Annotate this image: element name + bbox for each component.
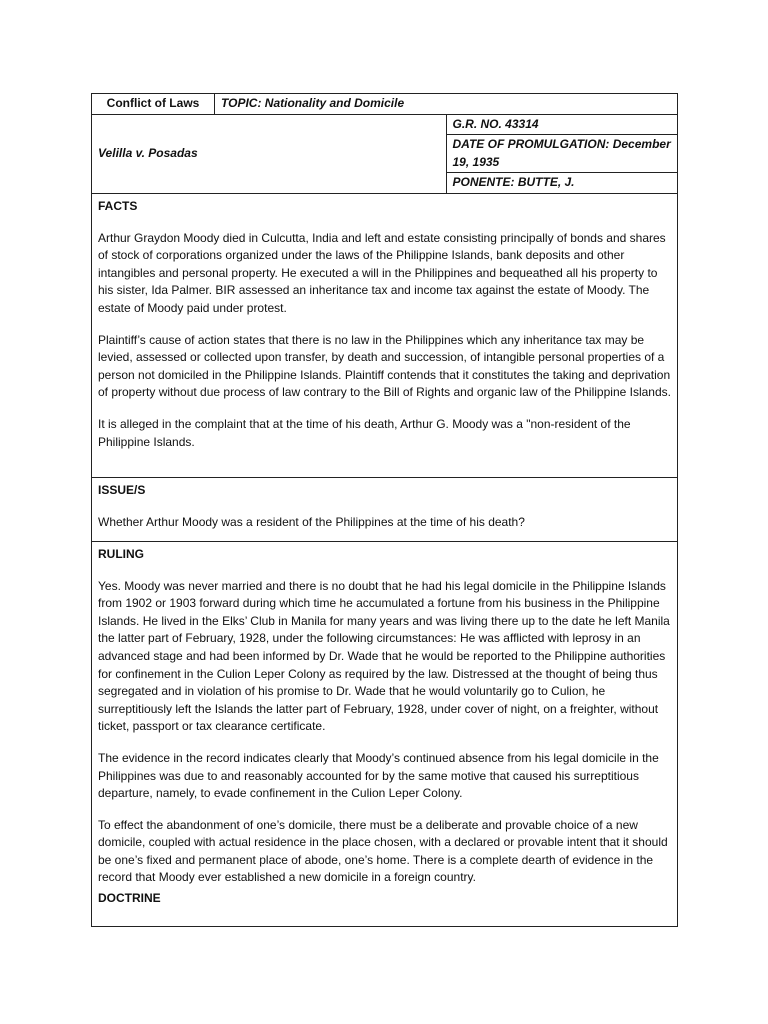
case-title-cell: Velilla v. Posadas [92, 114, 447, 193]
spacer [98, 803, 671, 817]
ponente-cell: PONENTE: BUTTE, J. [446, 173, 678, 194]
spacer [98, 564, 671, 578]
subject-cell: Conflict of Laws [92, 94, 215, 115]
issue-heading: ISSUE/S [98, 482, 146, 497]
subject-row [92, 94, 678, 115]
issue-section [92, 477, 678, 541]
case-digest-table [91, 93, 678, 927]
issue-text: Whether Arthur Moody was a resident of the Philippines at the time of his death? [98, 514, 525, 529]
facts-paragraph: Arthur Graydon Moody died in Culcutta, India and left and estate consisting principally of bonds and shares of stock of corporations organized under the laws of the Philippine Islands, bank deposits and other intangibles and personal property. He executed a will in the Philippines and bequeathed all his property to his sister, Ida Palmer. BIR assessed an inheritance tax and income tax against the estate of Moody. The estate of Moody paid under protest. [98, 230, 666, 315]
gr-row [92, 114, 678, 135]
facts-row [92, 193, 678, 477]
spacer [98, 216, 671, 230]
facts-section [92, 193, 678, 477]
facts-paragraph: It is alleged in the complaint that at the time of his death, Arthur G. Moody was a "non-resident of the Philippine Islands. [98, 416, 631, 449]
issue-row [92, 477, 678, 541]
gr-number-cell: G.R. NO. 43314 [446, 114, 678, 135]
spacer [98, 908, 671, 925]
ruling-section [92, 541, 678, 926]
spacer [98, 736, 671, 750]
facts-paragraph: Plaintiff’s cause of action states that there is no law in the Philippines which any inheritance tax may be levied, assessed or collected upon transfer, by death and succession, of intangible personal properties of a person not domiciled in the Philippine Islands. Plaintiff contends that it constitutes the taking and deprivation of property without due process of law contrary to the Bill of Rights and organic law of the Philippine Islands. [98, 332, 671, 400]
doctrine-heading: DOCTRINE [98, 891, 161, 906]
spacer [98, 402, 671, 416]
ruling-paragraph: The evidence in the record indicates clearly that Moody’s continued absence from his legal domicile in the Philippines was due to and reasonably accounted for by the same motive that caused his surreptitious departure, namely, to evade confinement in the Culion Leper Colony. [98, 750, 659, 801]
spacer [98, 500, 671, 514]
ruling-paragraph: To effect the abandonment of one’s domicile, there must be a deliberate and provable choice of a new domicile, coupled with actual residence in the place chosen, with a declared or provable intent that it should be one’s fixed and permanent place of abode, one’s home. There is a complete dearth of evidence in the record that Moody ever established a new domicile in a foreign country. [98, 817, 668, 885]
spacer [98, 318, 671, 332]
promulgation-cell: DATE OF PROMULGATION: December 19, 1935 [446, 135, 678, 173]
ruling-paragraph: Yes. Moody was never married and there is no doubt that he had his legal domicile in the Philippine Islands from 1902 or 1903 forward during which time he accumulated a fortune from his business in the Philippine Islands. He lived in the Elks’ Club in Manila for many years and was living there up to the date he left Manila the latter part of February, 1928, under the following circumstances: He was afflicted with leprosy in an advanced stage and had been informed by Dr. Wade that he would be reported to the Philippine authorities for confinement in the Culion Leper Colony as required by the law. Distressed at the thought of being thus segregated and in violation of his promise to Dr. Wade that he would voluntarily go to Culion, he surreptitiously left the Islands the latter part of February, 1928, under cover of night, on a freighter, without ticket, passport or tax clearance certificate. [98, 578, 670, 734]
ruling-row [92, 541, 678, 926]
topic-cell: TOPIC: Nationality and Domicile [215, 94, 678, 115]
ruling-heading: RULING [98, 546, 144, 561]
facts-heading: FACTS [98, 198, 138, 213]
